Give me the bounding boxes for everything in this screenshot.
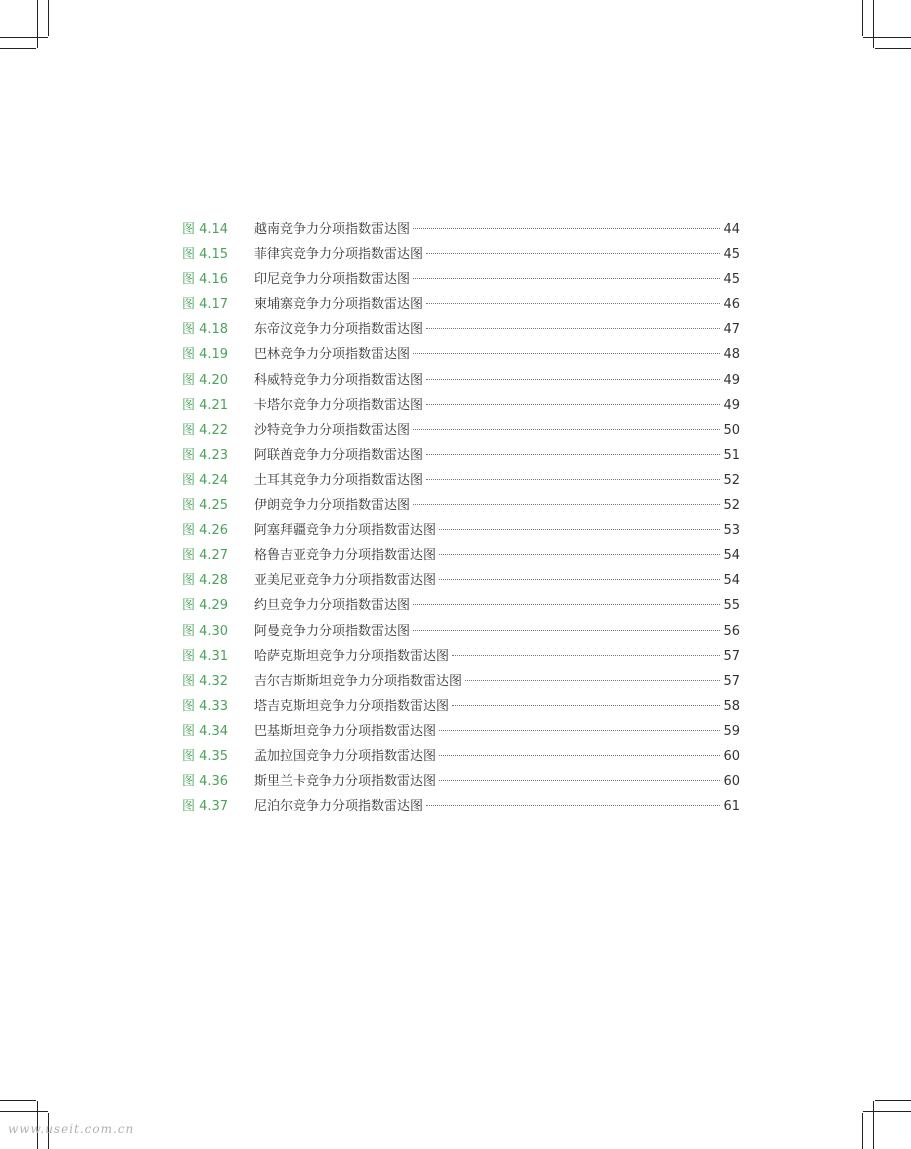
page-number: 55 — [723, 598, 740, 614]
toc-entry[interactable] — [182, 396, 740, 421]
dot-leader — [413, 504, 720, 505]
figure-title: 沙特竞争力分项指数雷达图 — [254, 422, 411, 438]
page-number: 57 — [723, 673, 740, 689]
figure-number: 图 4.25 — [182, 498, 229, 514]
toc-entry[interactable] — [182, 747, 740, 772]
figure-title: 阿塞拜疆竞争力分项指数雷达图 — [254, 523, 437, 539]
dot-leader — [439, 780, 720, 781]
figure-title: 约旦竞争力分项指数雷达图 — [254, 598, 411, 614]
crop-mark-bottom-left-outer-horizontal — [0, 1100, 36, 1101]
toc-entry[interactable] — [182, 546, 740, 571]
toc-entry[interactable] — [182, 521, 740, 546]
page-number: 57 — [723, 648, 740, 664]
dot-leader — [426, 303, 720, 304]
toc-entry[interactable] — [182, 295, 740, 320]
dot-leader — [426, 479, 720, 480]
figure-number: 图 4.29 — [182, 598, 229, 614]
crop-mark-bottom-left-horizontal — [0, 1111, 48, 1112]
dot-leader — [439, 730, 720, 731]
figure-number: 图 4.21 — [182, 397, 229, 413]
toc-entry[interactable] — [182, 371, 740, 396]
crop-mark-bottom-right-horizontal — [863, 1111, 911, 1112]
page-number: 54 — [723, 548, 740, 564]
dot-leader — [413, 278, 720, 279]
crop-mark-bottom-right-outer-horizontal — [875, 1100, 911, 1101]
dot-leader — [413, 353, 720, 354]
crop-mark-bottom-right-outer-vertical — [862, 1113, 863, 1149]
page-number: 59 — [723, 723, 740, 739]
toc-entry[interactable] — [182, 622, 740, 647]
watermark-text: www.useit.com.cn — [8, 1122, 135, 1136]
dot-leader — [452, 655, 720, 656]
crop-mark-top-right-vertical — [873, 0, 874, 48]
figure-number: 图 4.16 — [182, 272, 229, 288]
figure-title: 科威特竞争力分项指数雷达图 — [254, 372, 424, 388]
toc-entry[interactable] — [182, 571, 740, 596]
toc-entry[interactable] — [182, 220, 740, 245]
page-number: 54 — [723, 573, 740, 589]
toc-entry[interactable] — [182, 797, 740, 822]
page-number: 47 — [723, 322, 740, 338]
toc-entry[interactable] — [182, 672, 740, 697]
page-number: 46 — [723, 297, 740, 313]
figure-title: 阿曼竞争力分项指数雷达图 — [254, 623, 411, 639]
figure-number: 图 4.17 — [182, 297, 229, 313]
figure-title: 柬埔寨竞争力分项指数雷达图 — [254, 297, 424, 313]
toc-entry[interactable] — [182, 345, 740, 370]
dot-leader — [439, 554, 720, 555]
dot-leader — [465, 680, 720, 681]
toc-entry[interactable] — [182, 270, 740, 295]
figure-number: 图 4.19 — [182, 347, 229, 363]
figure-title: 格鲁吉亚竞争力分项指数雷达图 — [254, 548, 437, 564]
figure-number: 图 4.14 — [182, 222, 229, 237]
dot-leader — [426, 253, 720, 254]
page-number: 53 — [723, 523, 740, 539]
figure-number: 图 4.30 — [182, 623, 229, 639]
figure-number: 图 4.23 — [182, 447, 229, 463]
dot-leader — [426, 328, 720, 329]
page-number: 48 — [723, 347, 740, 363]
figure-number: 图 4.28 — [182, 573, 229, 589]
page-number: 45 — [723, 247, 740, 263]
toc-entry[interactable] — [182, 697, 740, 722]
figure-title: 吉尔吉斯斯坦竞争力分项指数雷达图 — [254, 673, 463, 689]
figure-number: 图 4.20 — [182, 372, 229, 388]
dot-leader — [439, 529, 720, 530]
page-number: 56 — [723, 623, 740, 639]
crop-mark-bottom-right-vertical — [873, 1101, 874, 1149]
figure-number: 图 4.15 — [182, 247, 229, 263]
toc-entry[interactable] — [182, 496, 740, 521]
dot-leader — [413, 228, 720, 229]
dot-leader — [426, 454, 720, 455]
figure-number: 图 4.35 — [182, 748, 229, 764]
figure-title: 伊朗竞争力分项指数雷达图 — [254, 498, 411, 514]
figure-title: 斯里兰卡竞争力分项指数雷达图 — [254, 774, 437, 790]
dot-leader — [413, 604, 720, 605]
toc-entry[interactable] — [182, 245, 740, 270]
page-number: 50 — [723, 422, 740, 438]
figure-title: 卡塔尔竞争力分项指数雷达图 — [254, 397, 424, 413]
figure-number: 图 4.34 — [182, 723, 229, 739]
page-number: 60 — [723, 774, 740, 790]
figure-title: 越南竞争力分项指数雷达图 — [254, 222, 411, 237]
figure-number: 图 4.26 — [182, 523, 229, 539]
toc-entry[interactable] — [182, 446, 740, 471]
figure-title: 尼泊尔竞争力分项指数雷达图 — [254, 799, 424, 815]
toc-entry[interactable] — [182, 722, 740, 747]
page-number: 60 — [723, 748, 740, 764]
figure-title: 亚美尼亚竞争力分项指数雷达图 — [254, 573, 437, 589]
figure-number: 图 4.31 — [182, 648, 229, 664]
figure-number: 图 4.18 — [182, 322, 229, 338]
figure-title: 印尼竞争力分项指数雷达图 — [254, 272, 411, 288]
figure-number: 图 4.36 — [182, 774, 229, 790]
dot-leader — [439, 579, 720, 580]
figure-title: 阿联酋竞争力分项指数雷达图 — [254, 447, 424, 463]
page-number: 44 — [723, 222, 740, 237]
crop-mark-top-right-outer-vertical — [862, 0, 863, 36]
crop-mark-top-left-outer-horizontal — [0, 48, 36, 49]
toc-entry[interactable] — [182, 596, 740, 621]
figure-number: 图 4.37 — [182, 799, 229, 815]
figure-title: 孟加拉国竞争力分项指数雷达图 — [254, 748, 437, 764]
figure-title: 巴林竞争力分项指数雷达图 — [254, 347, 411, 363]
figure-title: 哈萨克斯坦竞争力分项指数雷达图 — [254, 648, 450, 664]
crop-mark-top-left-horizontal — [0, 37, 48, 38]
page-number: 52 — [723, 498, 740, 514]
page-number: 52 — [723, 472, 740, 488]
toc-entry[interactable] — [182, 471, 740, 496]
page-number: 61 — [723, 799, 740, 815]
page-number: 49 — [723, 372, 740, 388]
figure-title: 东帝汶竞争力分项指数雷达图 — [254, 322, 424, 338]
figure-number: 图 4.22 — [182, 422, 229, 438]
dot-leader — [426, 404, 720, 405]
page-number: 58 — [723, 698, 740, 714]
toc-entry[interactable] — [182, 320, 740, 345]
page-number: 51 — [723, 447, 740, 463]
figure-list — [182, 220, 740, 822]
dot-leader — [426, 379, 720, 380]
figure-title: 土耳其竞争力分项指数雷达图 — [254, 472, 424, 488]
dot-leader — [426, 805, 720, 806]
figure-number: 图 4.32 — [182, 673, 229, 689]
crop-mark-top-left-outer-vertical — [48, 0, 49, 36]
figure-title: 塔吉克斯坦竞争力分项指数雷达图 — [254, 698, 450, 714]
toc-entry[interactable] — [182, 647, 740, 672]
crop-mark-top-left-vertical — [37, 0, 38, 48]
crop-mark-top-right-outer-horizontal — [875, 48, 911, 49]
figure-title: 菲律宾竞争力分项指数雷达图 — [254, 247, 424, 263]
page-number: 45 — [723, 272, 740, 288]
figure-number: 图 4.24 — [182, 472, 229, 488]
toc-entry[interactable] — [182, 772, 740, 797]
dot-leader — [452, 705, 720, 706]
dot-leader — [413, 429, 720, 430]
crop-mark-top-right-horizontal — [863, 37, 911, 38]
figure-number: 图 4.27 — [182, 548, 229, 564]
dot-leader — [413, 630, 720, 631]
figure-number: 图 4.33 — [182, 698, 229, 714]
page-number: 49 — [723, 397, 740, 413]
toc-entry[interactable] — [182, 421, 740, 446]
dot-leader — [439, 755, 720, 756]
figure-title: 巴基斯坦竞争力分项指数雷达图 — [254, 723, 437, 739]
